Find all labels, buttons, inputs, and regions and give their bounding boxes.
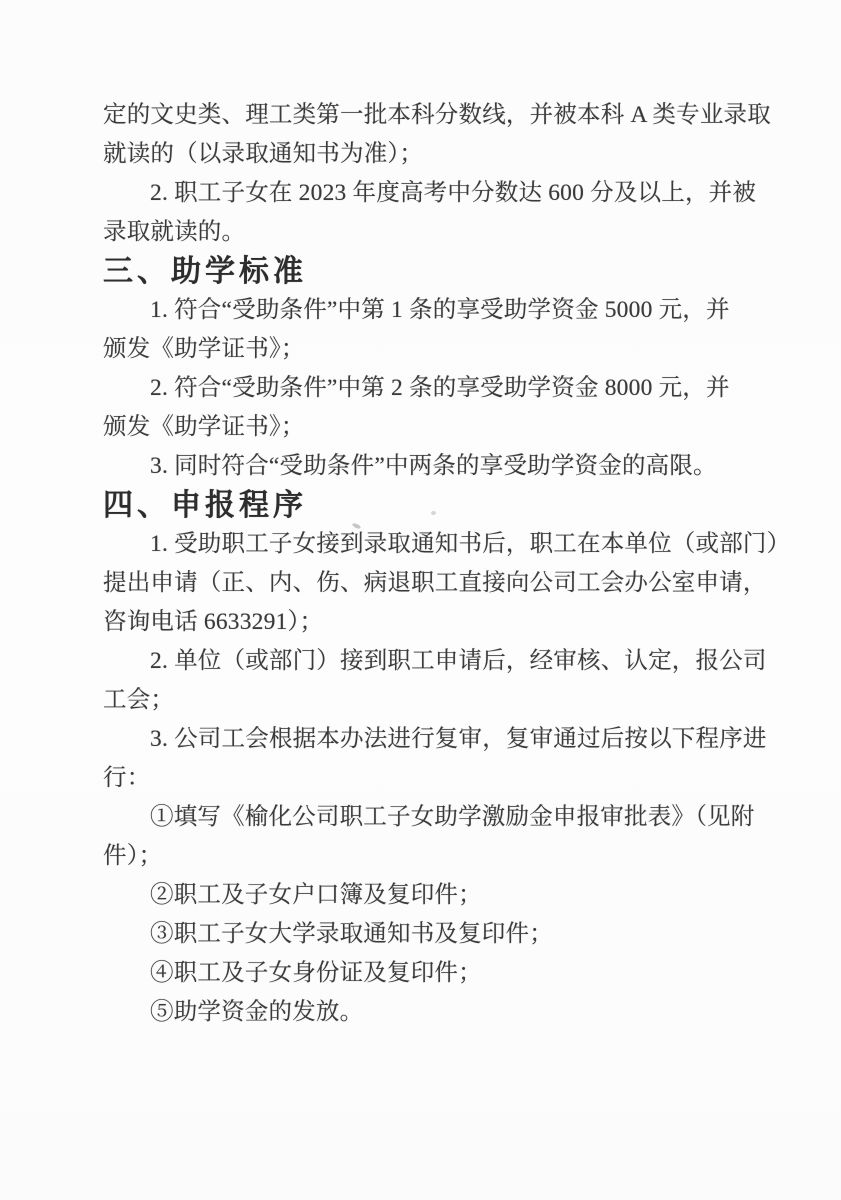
document-text-block — [103, 96, 791, 1032]
text-line: 定的文史类、理工类第一批本科分数线，并被本科 A 类专业录取 — [103, 102, 771, 128]
text-line: 1. 符合“受助条件”中第 1 条的享受助学资金 5000 元，并 — [150, 297, 730, 323]
text-line: 3. 公司工会根据本办法进行复审，复审通过后按以下程序进 — [150, 726, 767, 752]
text-line: 提出申请（正、内、伤、病退职工直接向公司工会办公室申请， — [103, 570, 767, 596]
text-line: 咨询电话 6633291）； — [103, 609, 324, 635]
text-line: ①填写《榆化公司职工子女助学激励金申报审批表》（见附 — [150, 804, 755, 830]
text-line: 行： — [103, 765, 151, 791]
text-line: 件）； — [103, 843, 163, 869]
text-line: 颁发《助学证书》； — [103, 336, 305, 362]
section-heading: 四、申报程序 — [103, 489, 307, 522]
text-line: 就读的（以录取通知书为准）； — [103, 141, 424, 167]
text-line: 2. 符合“受助条件”中第 2 条的享受助学资金 8000 元，并 — [150, 375, 730, 401]
text-line: ②职工及子女户口簿及复印件； — [150, 882, 482, 908]
text-line: 1. 受助职工子女接到录取通知书后，职工在本单位（或部门） — [150, 531, 791, 557]
section-heading: 三、助学标准 — [103, 255, 307, 288]
scan-artifact — [431, 511, 436, 515]
text-line: ③职工子女大学录取通知书及复印件； — [150, 921, 553, 947]
text-line: 录取就读的。 — [103, 219, 246, 245]
text-line: ④职工及子女身份证及复印件； — [150, 960, 482, 986]
text-line: 颁发《助学证书》； — [103, 414, 305, 440]
text-line: 2. 职工子女在 2023 年度高考中分数达 600 分及以上，并被 — [150, 180, 757, 206]
text-line: ⑤助学资金的发放。 — [150, 999, 364, 1025]
text-line: 工会； — [103, 687, 175, 713]
text-line: 3. 同时符合“受助条件”中两条的享受助学资金的高限。 — [150, 453, 717, 479]
text-line: 2. 单位（或部门）接到职工申请后，经审核、认定，报公司 — [150, 648, 767, 674]
